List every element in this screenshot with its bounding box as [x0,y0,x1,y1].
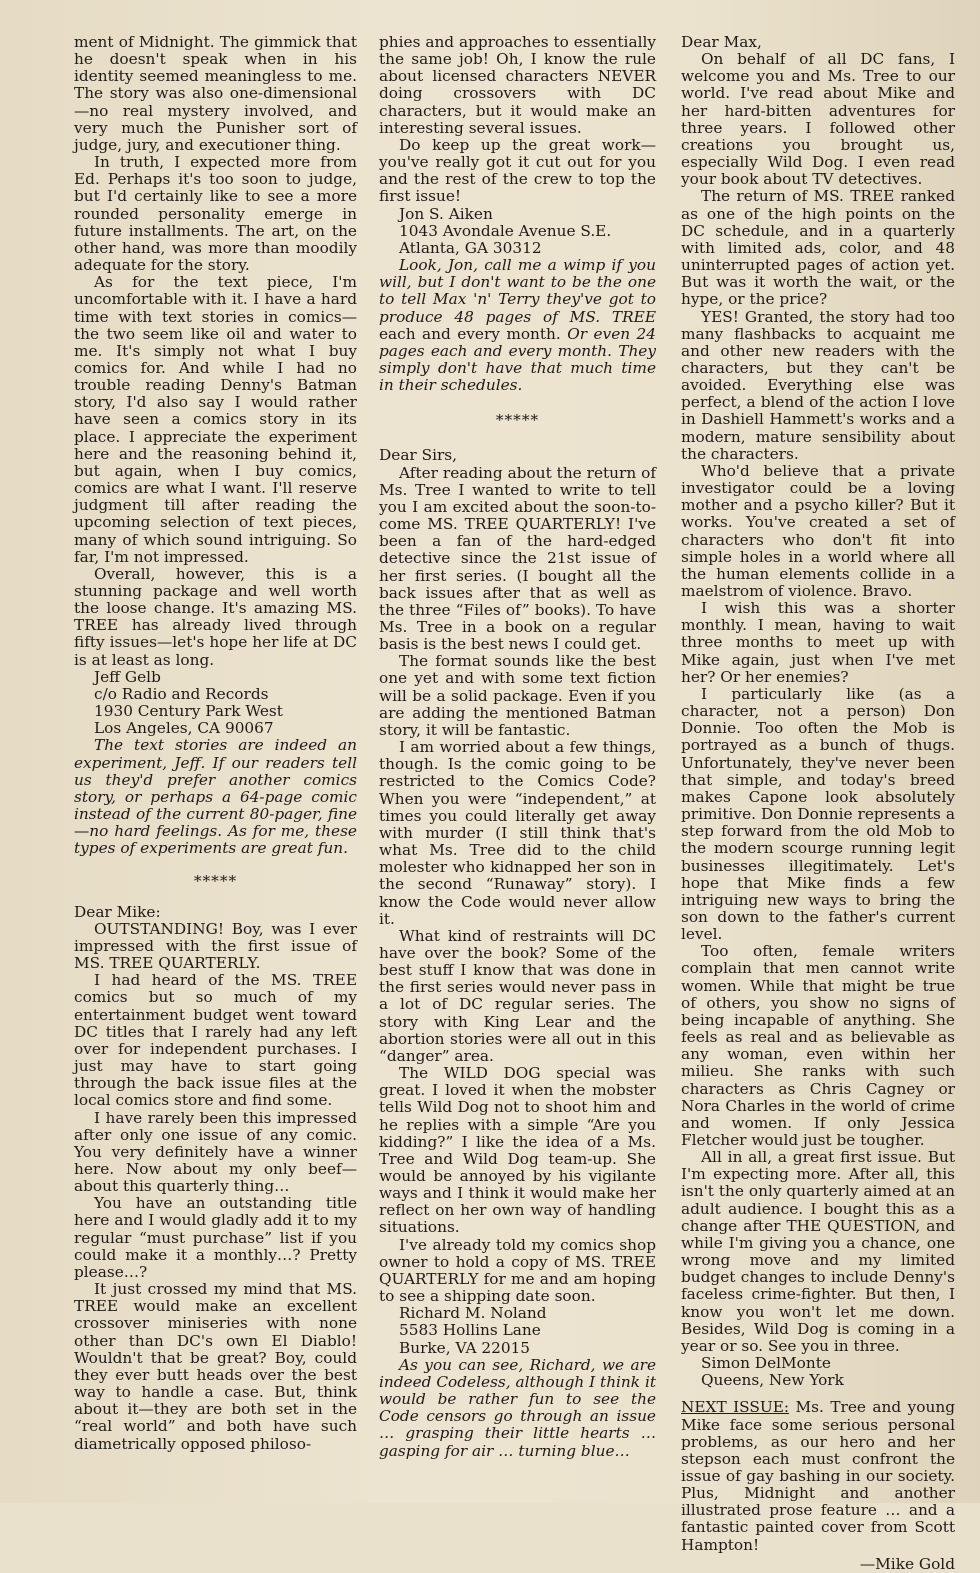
letter-writer-address: Queens, New York [701,1371,844,1390]
letter-writer-name: Jon S. Aiken [399,204,493,223]
letter-paragraph: The WILD DOG special was great. I loved it when the mobster tells Wild Dog not to shoot him and he replies with a simple “Are you kidding?” I like the idea of a Ms. Tree and Wild Dog team-up. She would be annoyed by his vigilante ways and I think it would make her reflect on her own way of handling situations. [379,1064,656,1237]
letter-writer-name: Simon DelMonte [701,1354,831,1373]
letter-paragraph: YES! Granted, the story had too many flashbacks to acquaint me and other new readers with the characters, but they can't be avoided. Everything else was perfect, a blend of the action I love in Dashiell Hammett's works and a modern, mature sensibility about the characters. [681,307,955,463]
letter-paragraph: In truth, I expected more from Ed. Perhaps it's too soon to judge, but I'd certainly like to see a more rounded personality emerge in future installments. The art, on the other hand, was more than moodily adequate for the story. [74,153,357,275]
letter-paragraph: phies and approaches to essentially the same job! Oh, I know the rule about licensed characters NEVER doing crossovers with DC characters, but it would make an interesting several issues. [379,33,656,137]
editor-signature: —Mike Gold [859,1554,955,1573]
letter-writer-name: Jeff Gelb [94,667,161,686]
letter-paragraph: I particularly like (as a character, not a person) Don Donnie. Too often the Mob is portrayed as a bunch of thugs. Unfortunately, they've never been that simple, and today's breed makes Capone look absolutely primitive. Don Donnie represents a step forward from the old Mob to the modern scourge running legit businesses illegitimately. Let's hope that Mike finds a few intriguing new ways to bring the son down to the father's current level. [681,684,955,944]
column-middle [379,34,656,1460]
letter-paragraph: Do keep up the great work—you've really got it cut out for you and the rest of the crew to top the first issue! [379,135,656,206]
editor-reply-roman: each and every month. [379,324,568,343]
letter-paragraph: I have rarely been this impressed after only one issue of any comic. You very definitely have a winner here. Now about my only beef—about this quarterly thing… [74,1108,357,1196]
letter-paragraph: As for the text piece, I'm uncomfortable with it. I have a hard time with text stories in comics—the two seem like oil and water to me. It's simply not what I buy comics for. And while I had no trouble reading Denny's Batman story, I'd also say I would rather have seen a comics story in its place. I appreciate the experiment here and the reasoning behind it, but again, when I buy comics, comics are what I want. I'll reserve judgment till after reading the upcoming selection of text pieces, many of which sound intriguing. So far, I'm not impressed. [74,273,357,566]
letter-paragraph: What kind of restraints will DC have over the book? Some of the best stuff I know that was done in the first series would never pass in a lot of DC regular series. The story with King Lear and the abortion stories were all out in this “danger” area. [379,926,656,1065]
letter-paragraph: The return of MS. TREE ranked as one of the high points on the DC schedule, and in a quarterly with limited ads, color, and 48 uninterrupted pages of action yet. But was it worth the wait, or the hype, or the price? [681,187,955,309]
letter-salutation: Dear Sirs, [379,446,458,465]
letter-paragraph: ment of Midnight. The gimmick that he doesn't speak when in his identity seemed meaningless to me. The story was also one-dimensional—no real mystery involved, and very much the Punisher sort of judge, jury, and executioner thing. [74,33,357,154]
letter-paragraph: On behalf of all DC fans, I welcome you and Ms. Tree to our world. I've read about Mike and her hard-bitten adventures for three years. I followed other creations you brought us, especially Wild Dog. I even read your book about TV detectives. [681,50,955,189]
section-divider: ***** [495,411,540,430]
letter-paragraph: All in all, a great first issue. But I'm expecting more. After all, this isn't the only quarterly aimed at an adult audience. I bought this as a change after THE QUESTION, and while I'm giving you a chance, one wrong move and my limited budget changes to include Denny's faceless crime-fighter. But then, I know you won't let me down. Besides, Wild Dog is coming in a year or so. See you in three. [681,1148,955,1355]
letter-paragraph: I've already told my comics shop owner to hold a copy of MS. TREE QUARTERLY for me and am hoping to see a shipping date soon. [379,1235,656,1306]
editor-reply-italic: Or even 24 pages each and every month. They simply don't have that much time in their schedules. [379,324,656,395]
letter-paragraph: Too often, female writers complain that men cannot write women. While that might be true of others, you show no signs of being incapable of anything. She feels as real and as believable as any woman, even within her milieu. She ranks with such characters as Chris Cagney or Nora Charles in the world of crime and women. If only Jessica Fletcher would just be tougher. [681,942,955,1149]
letter-writer-address: Los Angeles, CA 90067 [94,719,274,738]
editor-reply: As you can see, Richard, we are indeed Codeless, although I think it would be rather fun to see the Code censors go through an issue … grasping their little hearts … gasping for air … turning blue… [379,1355,656,1460]
letter-writer-address: Atlanta, GA 30312 [399,238,542,257]
letter-writer-address: 1930 Century Park West [94,702,283,721]
letter-paragraph: The format sounds like the best one yet and with some text fiction will be a solid package. Even if you are adding the mentioned Batman story, it will be fantastic. [379,652,656,739]
letter-salutation: Dear Max, [681,33,762,51]
editor-reply-italic: Look, Jon, call me a wimp if you will, but I don't want to be the one to tell Max 'n' Terry they've got to produce 48 pages of MS. TREE [379,256,656,326]
letter-paragraph: Overall, however, this is a stunning package and well worth the loose change. It's amazing MS. TREE has already lived through fifty issues—let's hope her life at DC is at least as long. [74,564,357,669]
next-issue-text: Ms. Tree and young Mike face some serious personal problems, as our hero and her stepson each must confront the issue of gay bashing in our society. Plus, Midnight and another illustrated prose feature … and a fantastic painted cover from Scott Hampton! [681,1398,956,1554]
letter-paragraph: After reading about the return of Ms. Tree I wanted to write to tell you I am excited about the soon-to-come MS. TREE QUARTERLY! I've been a fan of the hard-edged detective since the 21st issue of her first series. (I bought all the back issues after that as well as the three “Files of” books). To have Ms. Tree in a book on a regular basis is the best news I could get. [379,463,656,654]
letter-writer-address: 1043 Avondale Avenue S.E. [399,221,612,240]
next-issue-blurb [681,1399,955,1553]
letter-paragraph: You have an outstanding title here and I would gladly add it to my regular “must purchase” list if you could make it a monthly…? Pretty please…? [74,1194,357,1281]
section-divider: ***** [193,871,238,890]
letter-writer-address: 5583 Hollins Lane [399,1321,541,1340]
letter-salutation: Dear Mike: [74,902,161,921]
letter-writer-name: Richard M. Noland [399,1304,547,1323]
letter-paragraph: I am worried about a few things, though. Is the comic going to be restricted to the Comics Code? When you were “independent,” at times you could literally get away with murder (I still think that's what Ms. Tree did to the child molester who kidnapped her son in the second “Runaway” story). I know the Code would never allow it. [379,738,656,928]
letter-paragraph: Who'd believe that a private investigator could be a loving mother and a psycho killer? But it works. You've created a set of characters who don't fit into simple holes in a world where all the human elements collide in a maelstrom of violence. Bravo. [681,461,955,600]
column-left [74,34,357,1453]
column-right [681,34,955,1573]
editor-reply: The text stories are indeed an experiment, Jeff. If our readers tell us they'd prefer another comics story, or perhaps a 64-page comic instead of the current 80-pager, fine—no hard feelings. As for me, these types of experiments are great fun. [74,736,357,858]
editor-reply [379,257,656,394]
letter-writer-address: c/o Radio and Records [94,684,269,703]
letter-paragraph: OUTSTANDING! Boy, was I ever impressed with the first issue of MS. TREE QUARTERLY. [74,919,357,973]
letter-paragraph: I had heard of the MS. TREE comics but so much of my entertainment budget went toward DC titles that I rarely had any left over for independent purchases. I just may have to start going through the back issue files at the local comics store and find some. [74,971,357,1110]
letter-writer-address: Burke, VA 22015 [399,1338,531,1357]
next-issue-label: NEXT ISSUE: [681,1398,790,1417]
letter-paragraph: I wish this was a shorter monthly. I mean, having to wait three months to meet up with Mike again, just when I've met her? Or her enemies? [681,599,955,686]
letter-paragraph: It just crossed my mind that MS. TREE would make an excellent crossover miniseries with none other than DC's own El Diablo! Wouldn't that be great? Boy, could they ever butt heads over the best way to handle a case. But, think about it—they are both set in the “real world” and both have such diametrically opposed philoso- [74,1280,357,1453]
